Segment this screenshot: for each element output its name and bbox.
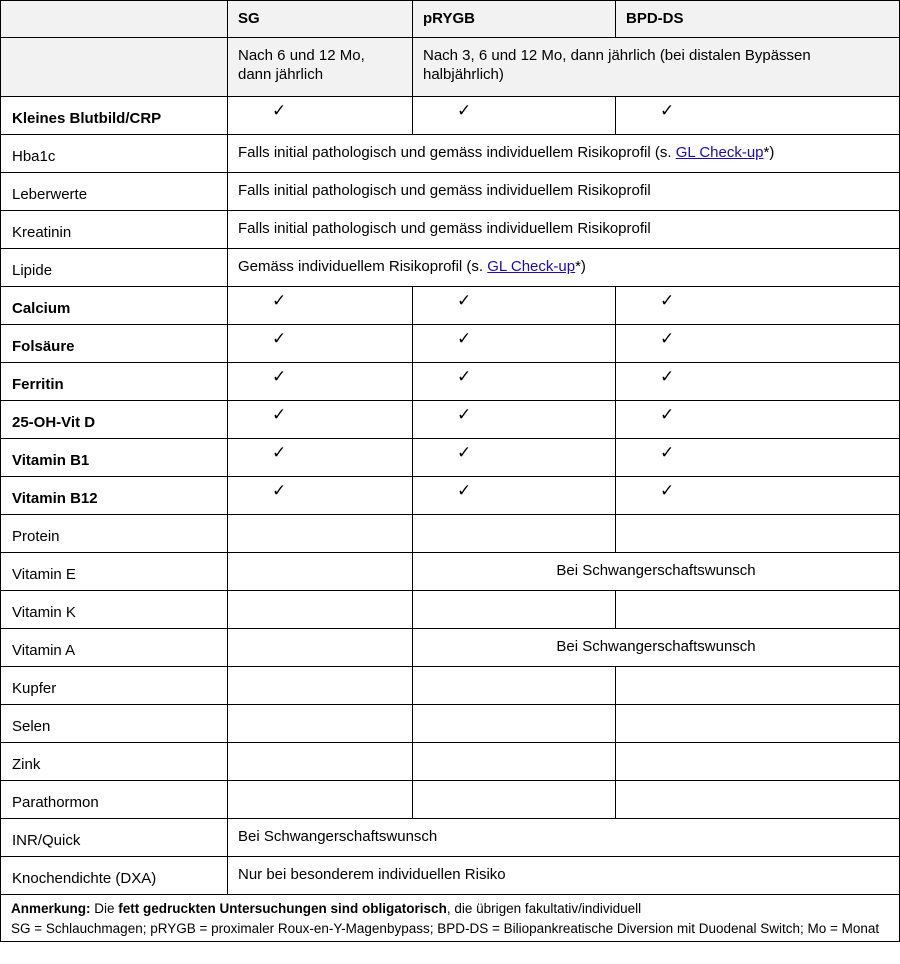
- table-row: [1, 477, 900, 515]
- header-row: [1, 1, 900, 38]
- footnote-bold: fett gedruckten Untersuchungen sind obligatorisch: [118, 901, 447, 916]
- header-prygb: pRYGB: [413, 1, 616, 38]
- empty-cell: [616, 781, 900, 819]
- row-label-vit-e: Vitamin E: [1, 553, 228, 591]
- hba1c-note: [228, 135, 900, 173]
- check-icon: ✓: [228, 325, 413, 363]
- row-label-vit-a: Vitamin A: [1, 629, 228, 667]
- check-icon: ✓: [616, 401, 900, 439]
- check-icon: ✓: [616, 363, 900, 401]
- check-icon: ✓: [228, 401, 413, 439]
- vit-e-note: Bei Schwangerschaftswunsch: [413, 553, 900, 591]
- header-bpd-ds: BPD-DS: [616, 1, 900, 38]
- table-row: [1, 211, 900, 249]
- empty-cell: [228, 629, 413, 667]
- check-icon: ✓: [413, 287, 616, 325]
- check-icon: ✓: [228, 97, 413, 135]
- row-label-protein: Protein: [1, 515, 228, 553]
- footnote-label: Anmerkung:: [11, 901, 91, 916]
- check-icon: ✓: [228, 477, 413, 515]
- empty-cell: [413, 591, 616, 629]
- schedule-bypass: Nach 3, 6 und 12 Mo, dann jährlich (bei distalen Bypässen halbjährlich): [413, 38, 900, 97]
- empty-cell: [616, 705, 900, 743]
- row-label-blutbild: Kleines Blutbild/CRP: [1, 97, 228, 135]
- check-icon: ✓: [413, 439, 616, 477]
- table-row: [1, 553, 900, 591]
- table-row: [1, 363, 900, 401]
- check-icon: ✓: [228, 363, 413, 401]
- empty-cell: [616, 667, 900, 705]
- empty-cell: [228, 781, 413, 819]
- header-sg: SG: [228, 1, 413, 38]
- table-row: [1, 781, 900, 819]
- row-label-kupfer: Kupfer: [1, 667, 228, 705]
- row-label-vit-d: 25-OH-Vit D: [1, 401, 228, 439]
- vit-a-note: Bei Schwangerschaftswunsch: [413, 629, 900, 667]
- table-row: [1, 97, 900, 135]
- row-label-knochendichte: Knochendichte (DXA): [1, 857, 228, 895]
- check-icon: ✓: [616, 97, 900, 135]
- gl-check-up-link[interactable]: GL Check-up: [487, 258, 576, 275]
- table-row: [1, 591, 900, 629]
- footnote-remark: [11, 901, 889, 917]
- row-label-leberwerte: Leberwerte: [1, 173, 228, 211]
- check-icon: ✓: [413, 325, 616, 363]
- table-row: [1, 857, 900, 895]
- table-row: [1, 515, 900, 553]
- table-row: [1, 287, 900, 325]
- footnote-abbreviations: SG = Schlauchmagen; pRYGB = proximaler Roux-en-Y-Magenbypass; BPD-DS = Biliopankreatische Diversion mit Duodenal Switch; Mo = Monat: [11, 921, 880, 936]
- check-icon: ✓: [616, 325, 900, 363]
- row-label-inr: INR/Quick: [1, 819, 228, 857]
- table-row: [1, 325, 900, 363]
- check-icon: ✓: [413, 401, 616, 439]
- empty-cell: [413, 705, 616, 743]
- row-label-parathormon: Parathormon: [1, 781, 228, 819]
- table-row: [1, 249, 900, 287]
- row-label-calcium: Calcium: [1, 287, 228, 325]
- footnote: [1, 895, 900, 942]
- empty-cell: [616, 515, 900, 553]
- footnote-row: [1, 895, 900, 942]
- row-label-lipide: Lipide: [1, 249, 228, 287]
- schedule-empty-cell: [1, 38, 228, 97]
- table-row: [1, 667, 900, 705]
- table-row: [1, 819, 900, 857]
- lipide-note: [228, 249, 900, 287]
- row-label-vit-k: Vitamin K: [1, 591, 228, 629]
- check-icon: ✓: [616, 439, 900, 477]
- hba1c-note-text: Falls initial pathologisch und gemäss individuellem Risikoprofil (s.: [238, 144, 676, 161]
- hba1c-note-suffix: *): [763, 144, 775, 161]
- gl-check-up-link[interactable]: GL Check-up: [675, 144, 764, 161]
- table-row: [1, 173, 900, 211]
- empty-cell: [616, 743, 900, 781]
- row-label-hba1c: Hba1c: [1, 135, 228, 173]
- table-row: [1, 401, 900, 439]
- check-icon: ✓: [413, 477, 616, 515]
- empty-cell: [228, 705, 413, 743]
- row-label-zink: Zink: [1, 743, 228, 781]
- empty-cell: [228, 743, 413, 781]
- row-label-vit-b1: Vitamin B1: [1, 439, 228, 477]
- footnote-text-end: , die übrigen fakultativ/individuell: [446, 901, 642, 916]
- footnote-text: Die: [90, 901, 119, 916]
- inr-note: Bei Schwangerschaftswunsch: [228, 819, 900, 857]
- knochendichte-note: Nur bei besonderem individuellen Risiko: [228, 857, 900, 895]
- kreatinin-note: Falls initial pathologisch und gemäss individuellem Risikoprofil: [228, 211, 900, 249]
- row-label-folsaeure: Folsäure: [1, 325, 228, 363]
- table-row: [1, 705, 900, 743]
- check-icon: ✓: [228, 287, 413, 325]
- empty-cell: [413, 743, 616, 781]
- empty-cell: [616, 591, 900, 629]
- empty-cell: [413, 781, 616, 819]
- empty-cell: [228, 667, 413, 705]
- leberwerte-note: Falls initial pathologisch und gemäss individuellem Risikoprofil: [228, 173, 900, 211]
- table-row: [1, 135, 900, 173]
- check-icon: ✓: [616, 287, 900, 325]
- check-icon: ✓: [413, 97, 616, 135]
- lipide-note-text: Gemäss individuellem Risikoprofil (s.: [238, 258, 488, 275]
- check-icon: ✓: [616, 477, 900, 515]
- row-label-kreatinin: Kreatinin: [1, 211, 228, 249]
- table-row: [1, 439, 900, 477]
- empty-cell: [228, 553, 413, 591]
- schedule-sg: Nach 6 und 12 Mo, dann jährlich: [228, 38, 413, 97]
- empty-cell: [413, 667, 616, 705]
- check-icon: ✓: [228, 439, 413, 477]
- row-label-selen: Selen: [1, 705, 228, 743]
- row-label-ferritin: Ferritin: [1, 363, 228, 401]
- empty-cell: [228, 515, 413, 553]
- empty-cell: [413, 515, 616, 553]
- row-label-vit-b12: Vitamin B12: [1, 477, 228, 515]
- empty-cell: [228, 591, 413, 629]
- check-icon: ✓: [413, 363, 616, 401]
- lipide-note-suffix: *): [575, 258, 586, 275]
- header-empty-cell: [1, 1, 228, 38]
- schedule-row: [1, 38, 900, 97]
- table-row: [1, 743, 900, 781]
- table-row: [1, 629, 900, 667]
